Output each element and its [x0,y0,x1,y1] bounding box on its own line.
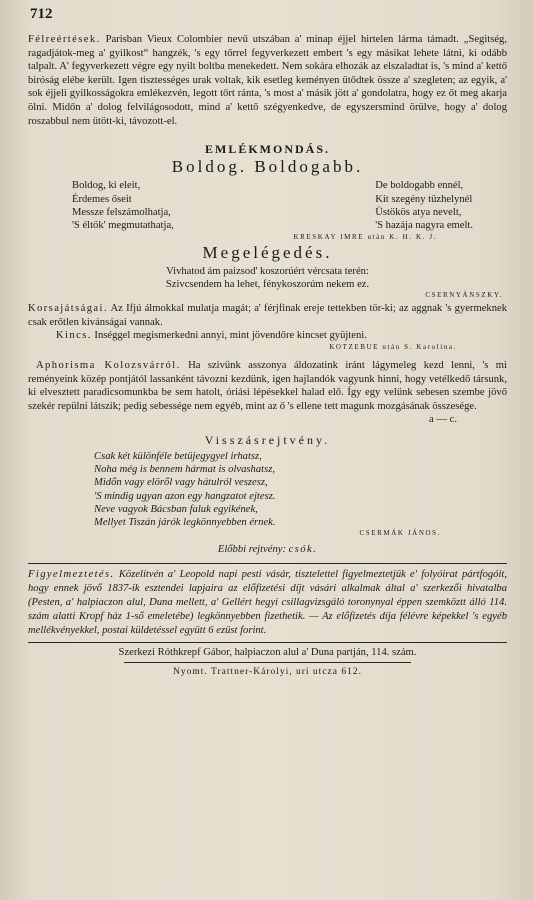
epigram-line: Szivcsendem ha lehet, fénykoszorúm nekem ez. [165,278,370,290]
article-korsajatsagai [28,302,507,329]
previous-riddle-label: Előbbi rejtvény: [217,544,286,556]
poem-line: Messze felszámolhatja, [72,206,171,218]
editor-line: Szerkezi Róthkrepf Gábor, halpiaczon alul a' Duna partján, 114. szám. [118,646,417,658]
epigram-title: Megelégedés. [202,242,333,262]
section-heading: EMLÉKMONDÁS. [204,142,330,157]
article-text: Parisban Vieux Colombier nevű utszában a' minap éjjel hirtelen lárma támadt. „Segitség, ragadjátok-meg a' gyilkost“ hangzék, 's egy tőrrel fegyverkezett embert 's egy másikat lehete látni, ki odább talpalt. A' fegyverkezett végre egy nyilt boltba menekedett. Nem sokára elhozák az elszaladtat is, 's mind a' kettő biróság elébe került. Igen tisztességes urak voltak, kik esetleg keményen ütődtek össze a' szegleten; az egyik, a' sok éjjeli gyilkosságokra emlékezvén, legott tőrt ránta, 's most a' másik jött a' gondolatra, hogy ez őt meg akarja ölni. Midőn a' dolog felvilágosodott, mind a' kettő szégyenkedve, de egyszersmind örülve, hogy a' dolog roszabbul nem ütött-ki, távozott-el. [28,34,507,127]
poem-right-column [375,179,473,233]
article-felreertesek [28,33,507,128]
article-title: Aphorisma Kolozsvárról. [36,359,181,371]
divider [28,563,507,564]
poem-line: 'S éltök' megmutathatja, [72,220,174,232]
article-text: Ha szivünk asszonya áldozatink iránt lágymeleg kezd lenni, 's mi reményeink közép pontjától lassanként távozni kezdünk, igen hajlandók vagyunk hinni, hogy vetélkedő társunk, ki elvesztett paradicsomunkba be sem hatolt, óriási lépésekkel halad elő. Így egy velünk sebesen szembe jövő szekér repülni látszik; pedig sebessége nem egyéb, mint az ő 's ellene tett magunk mozgásának összesége. [28,359,507,412]
riddle-lines [28,450,507,529]
article-title: Félreértések. [28,34,101,45]
divider [124,662,411,663]
riddle-line: Neve vagyok Bácsban faluk egyikének, [94,503,258,515]
kincs-signature: KOTZEBUE után S. Karolina. [329,342,457,351]
article-title: Kincs. [56,330,92,342]
riddle-line: Noha még is bennem hármat is olvashatsz, [94,464,275,476]
epigram-signature: CSERNYÁNSZKY. [425,291,503,300]
riddle-line: Mellyet Tiszán járók legkönnyebben érnek. [94,516,276,528]
epigram-lines [28,265,507,291]
article-text: Az Ifjú álmokkal mulatja magát; a' férjfinak ereje tettekben tör-ki; az aggnak 's gyermeknek csak erőtlen kivánságai vannak. [28,303,507,328]
riddle-line: Csak két különféle betüjegygyel irhatsz, [94,450,262,462]
article-text: Inséggel megismerkedni annyi, mint jövendőre kincset gyüjteni. [94,330,367,342]
riddle-line: 'S mindig ugyan azon egy hangzatot ejtesz. [94,490,276,502]
poem-left-column [72,179,174,233]
previous-riddle-answer: csók. [288,544,318,556]
poem-title: Boldog. Boldogabb. [171,157,364,177]
printer-line: Nyomt. Trattner-Károlyi, uri utcza 612. [173,666,362,677]
riddle-signature: CSERMÁK JÁNOS. [359,529,441,538]
poem-line: Boldog, ki eleit, [72,180,141,192]
notice [28,568,507,638]
article-title: Korsajátságai. [28,303,108,315]
epigram-line: Vivhatod ám paizsod' koszorúért vércsata terén: [166,265,369,277]
poem-line: Üstökös atya nevelt, [375,206,462,218]
previous-riddle [28,543,507,557]
divider [28,642,507,643]
poem-line: De boldogabb ennél, [375,180,464,192]
notice-title: Figyelmeztetés. [28,568,115,580]
poem-two-columns [28,179,507,233]
poem-line: Kit szegény tüzhelynél [375,193,473,205]
poem-line: Érdemes őseit [72,193,132,205]
article-aphorisma [28,359,507,413]
article-kincs [28,329,507,343]
poem-line: 'S hazája nagyra emelt. [375,220,473,232]
riddle-line: Midőn vagy elöről vagy hátulról veszesz, [94,477,268,489]
riddle-title: Visszásrejtvény. [204,432,331,447]
page-number: 712 [30,6,53,22]
aphorisma-signature: a — c. [429,414,457,426]
poem-signature: KRESKAY IMRE után K. H. K. J. [293,232,437,241]
notice-text: Közelitvén a' Leopold napi pesti vásár, tisztelettel figyelmeztetjük e' folyóirat pártfogóit, hogy ennek jövő 1837-ik esztendei lapjaira az előfizetési díjt vásári alkalmak által a' szerkezői hivatalba (Pesten, a' halpiaczon alul, Duna mellett, a' Gellért hegyi csillagvizsgáló toronynyal éppen szemköztt álló 114. szám alatti Kropf ház 1-ső emeletébe) legkönnyebben fizethetik. — Az előfizetés díja félévre képekkel 's egyéb mellékvényekkel, postai küldetéssel együtt 6 ezüst forint. [28,568,507,636]
